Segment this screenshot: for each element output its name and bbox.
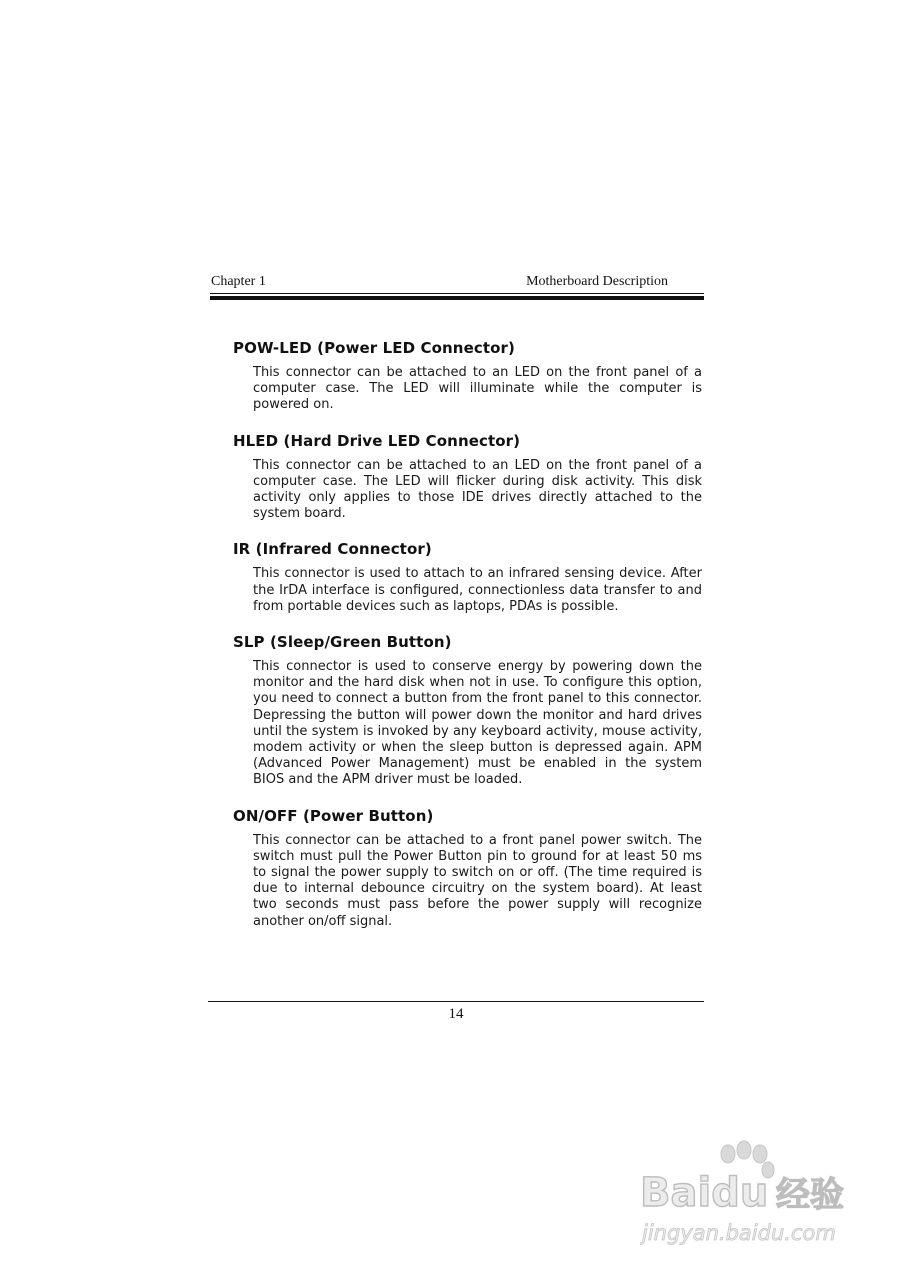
section-body: This connector can be attached to an LED on the front panel of a computer case. The LED will flicker during disk activity. This disk activity only applies to those IDE drives directly attached to the system board. bbox=[253, 457, 702, 522]
section-heading: ON/OFF (Power Button) bbox=[233, 806, 434, 825]
section-ir bbox=[233, 539, 702, 615]
section-heading: POW-LED (Power LED Connector) bbox=[233, 339, 515, 357]
header-title: Motherboard Description bbox=[526, 274, 668, 289]
page-content bbox=[233, 338, 702, 947]
page-header bbox=[210, 274, 704, 292]
paw-toe-icon bbox=[721, 1145, 735, 1163]
section-slp bbox=[233, 632, 702, 789]
footer-rule bbox=[208, 1001, 704, 1002]
watermark-brand-text: Baidu bbox=[640, 1170, 769, 1216]
section-heading: IR (Infrared Connector) bbox=[233, 540, 432, 559]
section-body: This connector can be attached to an LED on the front panel of a computer case. The LED will illuminate while the computer is powered on. bbox=[253, 365, 702, 413]
section-heading: SLP (Sleep/Green Button) bbox=[233, 633, 452, 652]
section-on-off bbox=[233, 806, 702, 930]
header-rule-thin bbox=[210, 293, 704, 294]
paw-toe-icon bbox=[753, 1145, 767, 1163]
paw-toe-icon bbox=[737, 1141, 751, 1159]
section-body: This connector is used to attach to an infrared sensing device. After the IrDA interface is configured, connectionless data transfer to and from portable devices such as laptops, PDAs is possible. bbox=[253, 566, 702, 614]
watermark-url-text: jingyan.baidu.com bbox=[642, 1221, 836, 1245]
baidu-watermark-logo bbox=[640, 1140, 870, 1250]
section-body: This connector can be attached to a front panel power switch. The switch must pull the Power Button pin to ground for at least 50 ms to signal the power supply to switch on or off. (The time required is due to internal debounce circuitry on the system board). At least two seconds must pass before the power supply will recognize another on/off signal. bbox=[253, 832, 702, 929]
page-number: 14 bbox=[448, 1006, 464, 1022]
section-hled bbox=[233, 431, 702, 523]
section-body: This connector is used to conserve energy by powering down the monitor and the hard disk when not in use. To configure this option, you need to connect a button from the front panel to this connector. Depressing the button will power down the monitor and hard drives until the system is invoked by any keyboard activity, mouse activity, modem activity or when the sleep button is depressed again. APM (Advanced Power Management) must be enabled in the system BIOS and the APM driver must be loaded. bbox=[253, 659, 702, 788]
section-heading: HLED (Hard Drive LED Connector) bbox=[233, 431, 521, 450]
chapter-label: Chapter 1 bbox=[211, 274, 266, 289]
watermark-brand-cn-text: 经验 bbox=[776, 1175, 844, 1215]
section-pow-led bbox=[233, 338, 702, 414]
header-rule-thick bbox=[210, 296, 704, 300]
